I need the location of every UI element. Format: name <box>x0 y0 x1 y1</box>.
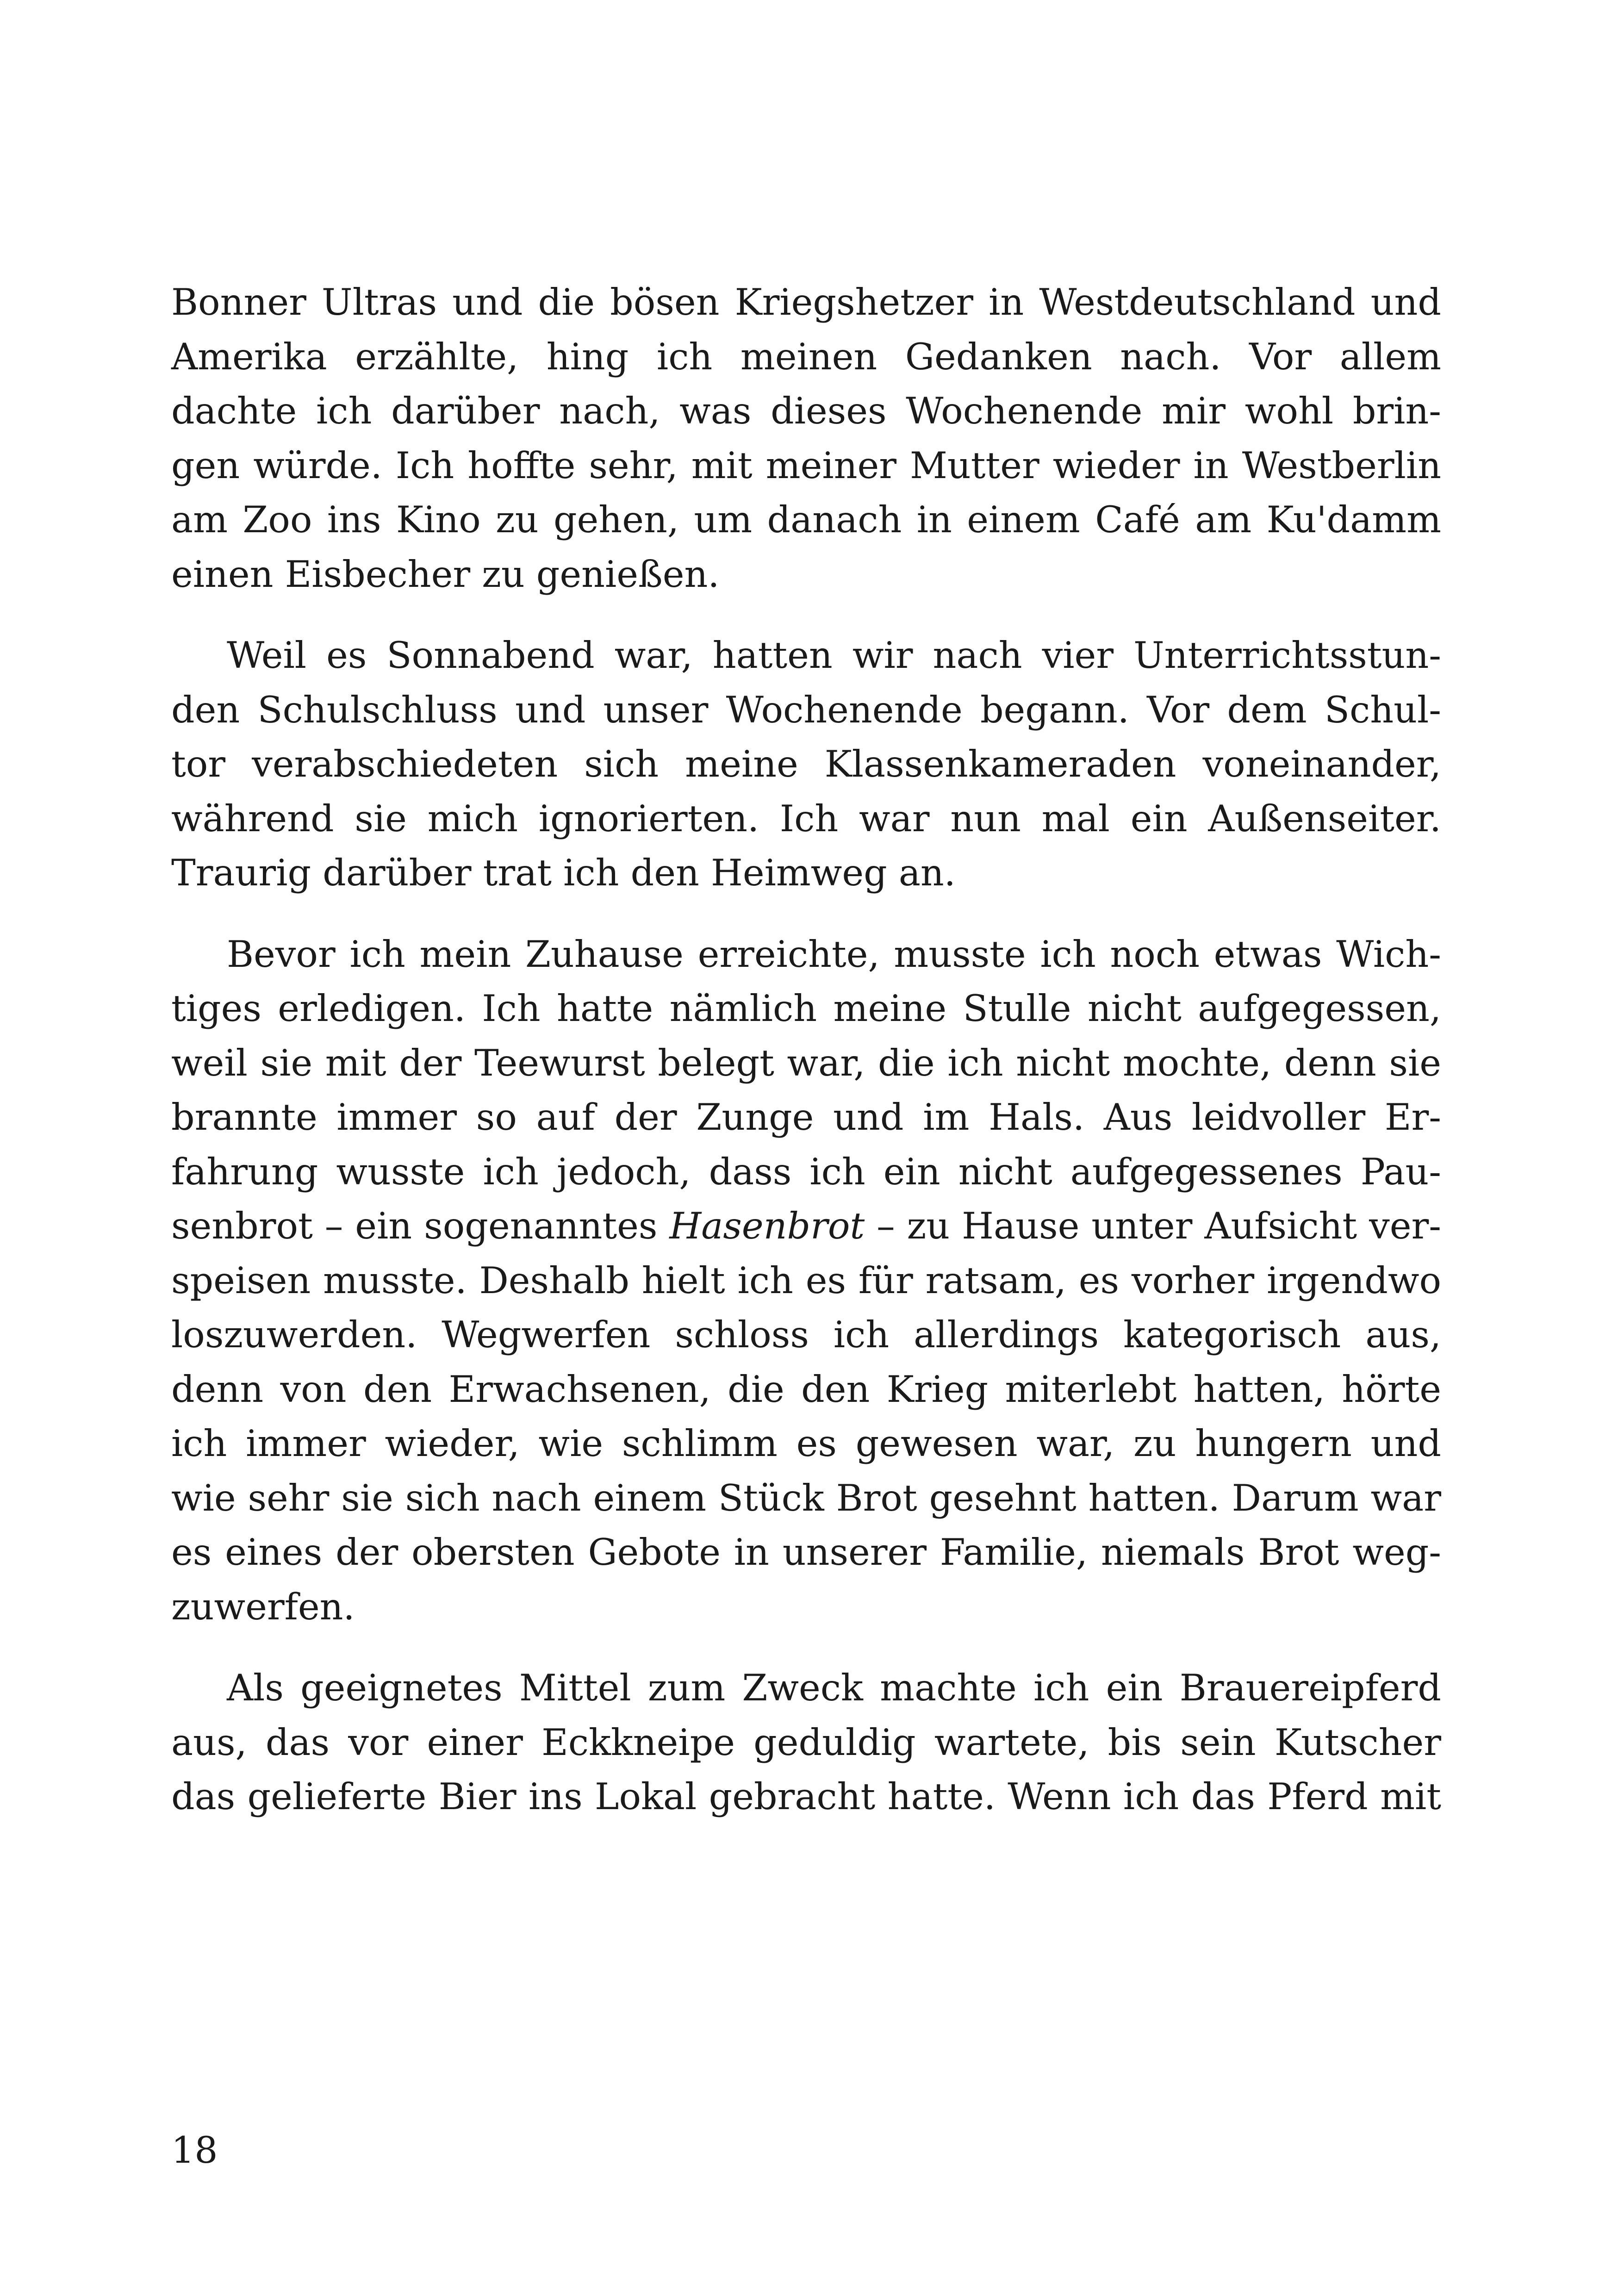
paragraph-4 <box>171 1661 1441 1824</box>
body-text <box>171 275 1441 1851</box>
text-line <box>171 1199 1441 1254</box>
text-line: gen würde. Ich hoffte sehr, mit meiner Mutter wieder in Westberlin <box>171 444 1441 487</box>
text-line: aus, das vor einer Eckkneipe geduldig wartete, bis sein Kutscher <box>171 1721 1441 1764</box>
paragraph-1 <box>171 275 1441 602</box>
text-line: zuwerfen. <box>171 1585 355 1628</box>
text-line: tor verabschiedeten sich meine Klassenkameraden voneinander, <box>171 743 1441 785</box>
text-line: wie sehr sie sich nach einem Stück Brot gesehnt hatten. Darum war <box>171 1476 1441 1519</box>
italic-term: Hasenbrot <box>669 1205 865 1247</box>
text-line: Amerika erzählte, hing ich meinen Gedanken nach. Vor allem <box>171 335 1441 378</box>
text-line: Als geeignetes Mittel zum Zweck machte ich ein Brauereipferd <box>227 1667 1441 1709</box>
text-line: während sie mich ignorierten. Ich war nun mal ein Außenseiter. <box>171 797 1441 840</box>
text-line: Weil es Sonnabend war, hatten wir nach vier Unterrichtsstun- <box>227 634 1441 677</box>
text-line: Bevor ich mein Zuhause erreichte, musste ich noch etwas Wich- <box>227 933 1441 976</box>
text-segment: – zu Hause unter Aufsicht ver- <box>865 1205 1441 1247</box>
text-line: denn von den Erwachsenen, die den Krieg miterlebt hatten, hörte <box>171 1368 1441 1411</box>
text-line: fahrung wusste ich jedoch, dass ich ein nicht aufgegessenes Pau- <box>171 1150 1441 1193</box>
text-line: ich immer wieder, wie schlimm es gewesen war, zu hungern und <box>171 1422 1441 1465</box>
text-line: es eines der obersten Gebote in unserer Familie, niemals Brot weg- <box>171 1531 1441 1574</box>
text-line: den Schulschluss und unser Wochenende begann. Vor dem Schul- <box>171 688 1441 731</box>
text-line: einen Eisbecher zu genießen. <box>171 553 720 596</box>
text-line: loszuwerden. Wegwerfen schloss ich allerdings kategorisch aus, <box>171 1313 1441 1356</box>
paragraph-2 <box>171 628 1441 901</box>
text-line: weil sie mit der Teewurst belegt war, die ich nicht mochte, denn sie <box>171 1041 1441 1084</box>
text-line: brannte immer so auf der Zunge und im Hals. Aus leidvoller Er- <box>171 1096 1441 1139</box>
text-line: am Zoo ins Kino zu gehen, um danach in einem Café am Ku'damm <box>171 498 1441 541</box>
text-line: tiges erledigen. Ich hatte nämlich meine Stulle nicht aufgegessen, <box>171 987 1441 1030</box>
text-line: Traurig darüber trat ich den Heimweg an. <box>171 852 956 894</box>
text-line: Bonner Ultras und die bösen Kriegshetzer in Westdeutschland und <box>171 281 1441 324</box>
text-line: das gelieferte Bier ins Lokal gebracht hatte. Wenn ich das Pferd mit <box>171 1775 1441 1818</box>
text-segment: senbrot – ein sogenanntes <box>171 1205 670 1247</box>
page-number: 18 <box>171 2129 218 2172</box>
text-line: dachte ich darüber nach, was dieses Wochenende mir wohl brin- <box>171 390 1441 432</box>
text-line: speisen musste. Deshalb hielt ich es für ratsam, es vorher irgendwo <box>171 1259 1441 1302</box>
paragraph-3 <box>171 927 1441 1635</box>
